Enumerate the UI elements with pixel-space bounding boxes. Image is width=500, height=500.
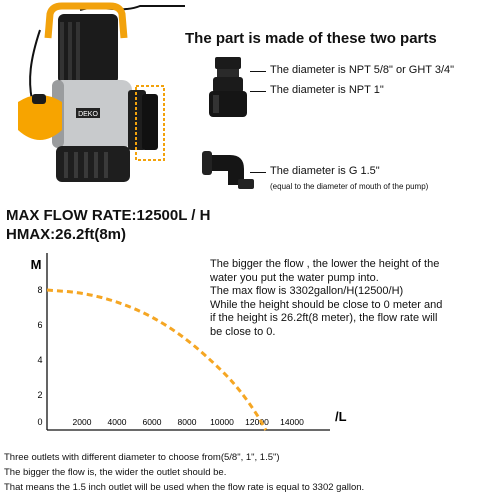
- adapter-small-icon: [205, 55, 250, 120]
- footer-line: That means the 1.5 inch outlet will be used when the flow rate is equal to 3302 gallon.: [4, 482, 365, 493]
- part-label-2: The diameter is NPT 1": [270, 84, 384, 96]
- leader-line: [250, 71, 266, 72]
- y-tick-label: 8: [37, 285, 43, 295]
- x-tick-label: 4000: [107, 417, 127, 427]
- attached-adapter: [142, 94, 158, 150]
- x-tick-label: 8000: [177, 417, 197, 427]
- max-flow-spec: MAX FLOW RATE:12500L / H: [6, 207, 211, 224]
- footer-line: The bigger the flow is, the wider the outlet should be.: [4, 467, 227, 478]
- part-label-3: The diameter is G 1.5": [270, 165, 380, 177]
- x-tick-label: 10000: [210, 417, 234, 427]
- footer-line: Three outlets with different diameter to choose from(5/8", 1", 1.5"): [4, 452, 280, 463]
- motor-housing: [58, 14, 118, 84]
- y-tick-label: 4: [37, 355, 43, 365]
- description-line: water you put the water pump into.: [210, 271, 379, 284]
- hmax-spec: HMAX:26.2ft(8m): [6, 226, 127, 243]
- leader-line: [250, 91, 266, 92]
- part-label-1: The diameter is NPT 5/8" or GHT 3/4": [270, 64, 455, 76]
- description-line: The max flow is 3302gallon/H(12500/H): [210, 285, 404, 297]
- x-tick-label: 6000: [142, 417, 162, 427]
- x-tick-label: 14000: [280, 417, 304, 427]
- pump-illustration: [10, 0, 185, 200]
- y-axis-label: M: [30, 257, 42, 272]
- part-note-3: (equal to the diameter of mouth of the pump): [270, 182, 429, 191]
- description-line: The bigger the flow , the lower the height of the: [210, 258, 440, 270]
- page-title: The part is made of these two parts: [185, 30, 437, 47]
- leader-line: [250, 172, 266, 173]
- float-cable: [30, 30, 40, 100]
- chart-description: [210, 258, 495, 339]
- y-tick-label: 0: [37, 417, 43, 427]
- x-axis-label: /L: [335, 409, 347, 424]
- description-line: be close to 0.: [210, 325, 276, 338]
- elbow-adapter-icon: [200, 145, 260, 190]
- y-tick-label: 2: [37, 390, 43, 400]
- y-tick-label: 6: [37, 320, 43, 330]
- brand-text: DEKO: [78, 111, 98, 118]
- description-line: if the height is 26.2ft(8 meter), the flow rate will: [210, 312, 438, 324]
- x-tick-label: 12000: [245, 417, 269, 427]
- x-tick-label: 2000: [72, 417, 92, 427]
- description-line: While the height should be close to 0 meter and: [210, 298, 443, 311]
